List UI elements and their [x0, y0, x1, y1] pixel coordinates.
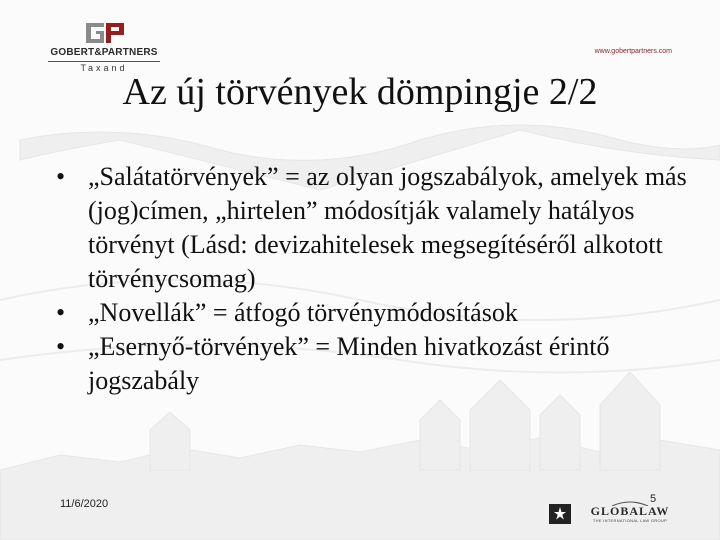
- page-number: 5: [650, 493, 657, 505]
- bullet-list: [56, 160, 696, 398]
- website-link[interactable]: www.gobertpartners.com: [594, 48, 672, 55]
- logo-name: GOBERT&PARTNERS: [50, 47, 158, 58]
- bullet-icon: •: [56, 332, 66, 361]
- globalaw-subtitle: THE INTERNATIONAL LAW GROUP: [592, 518, 668, 523]
- list-item: [56, 160, 696, 296]
- globalaw-logo: [582, 500, 678, 526]
- list-item: [56, 330, 696, 398]
- footer-date: 11/6/2020: [60, 498, 109, 510]
- logo-divider: [48, 61, 160, 62]
- list-item: [56, 296, 696, 330]
- bullet-text: „Esernyő-törvények” = Minden hivatkozást érintő jogszabály: [88, 332, 610, 395]
- bullet-icon: •: [56, 298, 66, 327]
- logo-subtitle: Taxand: [80, 63, 128, 73]
- bullet-text: „Novellák” = átfogó törvénymódosítások: [88, 298, 518, 327]
- gobert-partners-logo: [44, 20, 164, 76]
- taxand-badge-icon: [548, 503, 572, 525]
- globalaw-name: GLOBALAW: [590, 504, 670, 518]
- gp-monogram-icon: [84, 20, 126, 46]
- bullet-text: „Salátatörvények” = az olyan jogszabályok, amelyek más (jog)címen, „hirtelen” módosítják valamely hatályos törvényt (Lásd: devizahitelesek megsegítéséről alkotott törvénycsomag): [88, 162, 687, 293]
- slide-title: Az új törvények dömpingje 2/2: [122, 71, 598, 113]
- bullet-icon: •: [56, 162, 66, 191]
